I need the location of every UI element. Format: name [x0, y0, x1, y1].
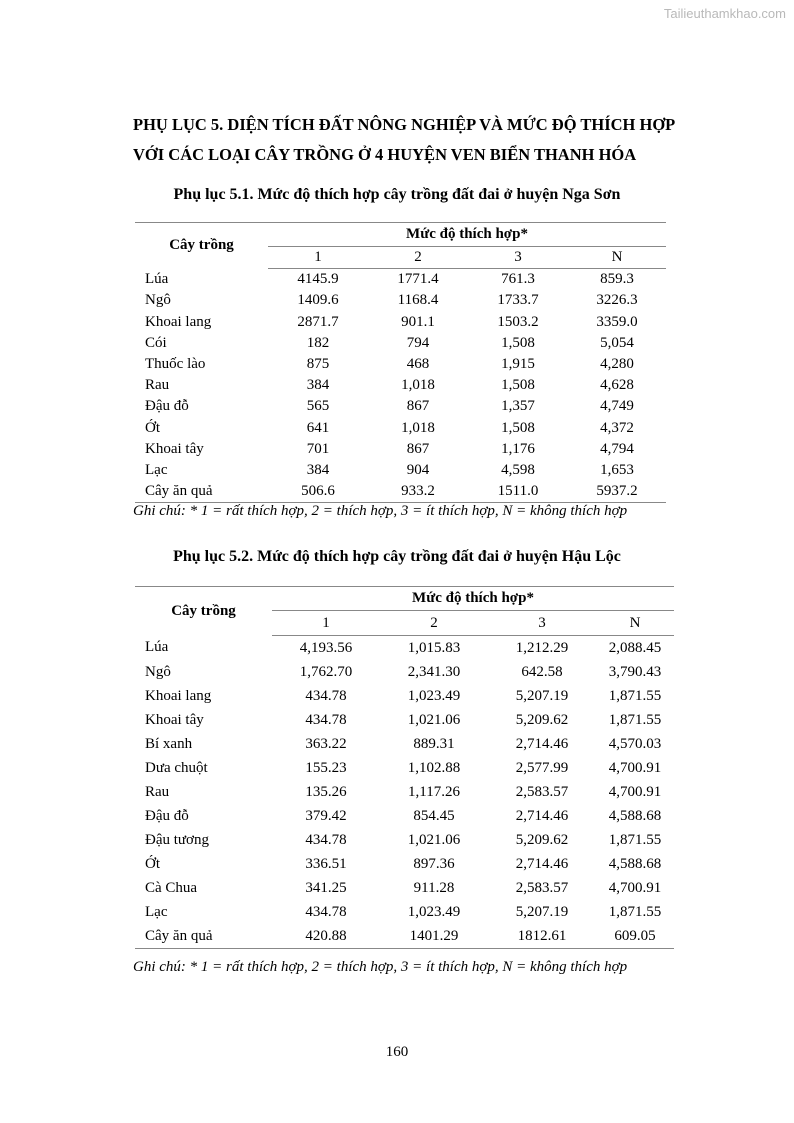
value-cell: 1,871.55 — [608, 903, 662, 920]
value-cell: 854.45 — [413, 807, 455, 824]
value-cell: 384 — [306, 377, 330, 394]
value-cell: 4,700.91 — [608, 879, 662, 896]
value-cell: 384 — [306, 461, 330, 478]
table2-note: Ghi chú: * 1 = rất thích hợp, 2 = thích hợp, 3 = ít thích hợp, N = không thích hợp — [133, 959, 628, 975]
table-row — [135, 396, 666, 417]
crop-name-cell: Khoai lang — [145, 687, 212, 704]
crop-name-cell: Khoai tây — [145, 711, 204, 728]
value-cell: 1771.4 — [397, 271, 439, 288]
crop-name-cell: Khoai lang — [145, 313, 212, 330]
value-cell: 1511.0 — [468, 481, 568, 503]
value-cell: 867 — [406, 398, 430, 415]
value-cell: 565 — [306, 398, 330, 415]
value-cell: 901.1 — [401, 313, 435, 330]
value-cell: 468 — [406, 356, 430, 373]
table-row — [135, 460, 666, 481]
value-cell: 4,588.68 — [608, 855, 662, 872]
table-row — [135, 756, 674, 780]
value-cell: 1,915 — [501, 356, 535, 373]
value-cell: 434.78 — [305, 903, 347, 920]
value-cell: 3226.3 — [596, 292, 638, 309]
value-cell: 4145.9 — [297, 271, 339, 288]
table1-crop-header: Cây trồng — [135, 223, 268, 269]
value-cell: 1,176 — [501, 440, 535, 457]
table1-col-header-3: 3 — [468, 247, 568, 269]
value-cell: 867 — [406, 440, 430, 457]
value-cell: 1812.61 — [488, 924, 596, 949]
table2-group-header: Mức độ thích hợp* — [272, 587, 674, 611]
crop-name-cell: Đậu tương — [145, 831, 209, 848]
value-cell: 1,508 — [501, 334, 535, 351]
table-row — [135, 684, 674, 708]
crop-name-cell: Dưa chuột — [145, 759, 208, 776]
table-row — [135, 333, 666, 354]
value-cell: 434.78 — [305, 831, 347, 848]
value-cell: 2,341.30 — [407, 663, 461, 680]
value-cell: 1,212.29 — [515, 639, 569, 656]
value-cell: 1,357 — [501, 398, 535, 415]
heading-line-1: PHỤ LỤC 5. DIỆN TÍCH ĐẤT NÔNG NGHIỆP VÀ MỨC ĐỘ THÍCH HỢP — [133, 115, 676, 134]
value-cell: 5,207.19 — [515, 903, 569, 920]
table2-col-header-1: 1 — [272, 611, 380, 636]
table-row — [135, 732, 674, 756]
table-row — [135, 439, 666, 460]
value-cell: 1,508 — [501, 419, 535, 436]
table-row — [135, 780, 674, 804]
value-cell: 4,372 — [600, 419, 634, 436]
heading-line-2: VỚI CÁC LOẠI CÂY TRỒNG Ở 4 HUYỆN VEN BIỂN THANH HÓA — [133, 145, 637, 164]
crop-name-cell: Cây ăn quả — [135, 924, 272, 949]
value-cell: 341.25 — [305, 879, 347, 896]
table2-col-header-3: 3 — [488, 611, 596, 636]
crop-name-cell: Cói — [145, 334, 167, 351]
value-cell: 4,749 — [600, 398, 634, 415]
table1-note: Ghi chú: * 1 = rất thích hợp, 2 = thích hợp, 3 = ít thích hợp, N = không thích hợp — [133, 503, 628, 519]
value-cell: 2,088.45 — [608, 639, 662, 656]
table-row — [135, 900, 674, 924]
watermark: Tailieuthamkhao.com — [663, 6, 786, 21]
value-cell: 2,714.46 — [515, 807, 569, 824]
value-cell: 794 — [406, 334, 430, 351]
value-cell: 434.78 — [305, 711, 347, 728]
table1-group-header: Mức độ thích hợp* — [268, 223, 666, 247]
value-cell: 641 — [306, 419, 330, 436]
value-cell: 4,598 — [501, 461, 535, 478]
value-cell: 5,209.62 — [515, 831, 569, 848]
table-row — [135, 852, 674, 876]
value-cell: 875 — [306, 356, 330, 373]
value-cell: 1,021.06 — [407, 831, 461, 848]
table-row — [135, 354, 666, 375]
table1-col-header-2: 2 — [368, 247, 468, 269]
value-cell: 4,700.91 — [608, 783, 662, 800]
value-cell: 642.58 — [521, 663, 563, 680]
table2-body — [135, 636, 674, 949]
value-cell: 2,714.46 — [515, 855, 569, 872]
table-row — [135, 418, 666, 439]
value-cell: 336.51 — [305, 855, 347, 872]
value-cell: 701 — [306, 440, 330, 457]
crop-name-cell: Cây ăn quả — [135, 481, 268, 503]
table-row — [135, 269, 666, 291]
value-cell: 155.23 — [305, 759, 347, 776]
table-row — [135, 636, 674, 661]
value-cell: 609.05 — [596, 924, 674, 949]
value-cell: 1,018 — [401, 419, 435, 436]
value-cell: 1,117.26 — [408, 783, 460, 800]
table-row — [135, 660, 674, 684]
value-cell: 182 — [306, 334, 330, 351]
table-row — [135, 924, 674, 949]
crop-name-cell: Cà Chua — [145, 879, 198, 896]
crop-name-cell: Ngô — [145, 292, 171, 309]
value-cell: 434.78 — [305, 687, 347, 704]
value-cell: 1,018 — [401, 377, 435, 394]
value-cell: 506.6 — [268, 481, 368, 503]
value-cell: 1,102.88 — [407, 759, 461, 776]
value-cell: 4,794 — [600, 440, 634, 457]
value-cell: 2,714.46 — [515, 735, 569, 752]
value-cell: 2,577.99 — [515, 759, 569, 776]
table-row — [135, 876, 674, 900]
table-row — [135, 312, 666, 333]
table2-crop-header: Cây trồng — [135, 587, 272, 636]
value-cell: 5,209.62 — [515, 711, 569, 728]
value-cell: 5,054 — [600, 334, 634, 351]
value-cell: 1,015.83 — [407, 639, 461, 656]
table-row — [135, 708, 674, 732]
table1-body — [135, 269, 666, 503]
value-cell: 363.22 — [305, 735, 347, 752]
table-row — [135, 375, 666, 396]
value-cell: 4,700.91 — [608, 759, 662, 776]
value-cell: 5,207.19 — [515, 687, 569, 704]
value-cell: 3,790.43 — [608, 663, 662, 680]
value-cell: 4,588.68 — [608, 807, 662, 824]
value-cell: 859.3 — [600, 271, 634, 288]
crop-name-cell: Rau — [145, 377, 170, 394]
value-cell: 1401.29 — [380, 924, 488, 949]
crop-name-cell: Ớt — [145, 419, 160, 436]
value-cell: 897.36 — [413, 855, 455, 872]
value-cell: 1,871.55 — [608, 831, 662, 848]
value-cell: 1,023.49 — [407, 903, 461, 920]
value-cell: 4,193.56 — [299, 639, 353, 656]
value-cell: 761.3 — [501, 271, 535, 288]
crop-name-cell: Ớt — [145, 855, 160, 872]
table2 — [135, 586, 674, 949]
crop-name-cell: Đậu đỗ — [145, 807, 189, 824]
appendix-heading — [133, 110, 713, 170]
table1 — [135, 222, 666, 503]
table1-col-header-1: 1 — [268, 247, 368, 269]
value-cell: 904 — [406, 461, 430, 478]
value-cell: 2,583.57 — [515, 879, 569, 896]
value-cell: 4,280 — [600, 356, 634, 373]
value-cell: 1,762.70 — [299, 663, 353, 680]
table1-col-header-n: N — [568, 247, 666, 269]
table-row — [135, 290, 666, 311]
crop-name-cell: Rau — [145, 783, 170, 800]
value-cell: 1,871.55 — [608, 711, 662, 728]
value-cell: 379.42 — [305, 807, 347, 824]
value-cell: 5937.2 — [568, 481, 666, 503]
value-cell: 1,021.06 — [407, 711, 461, 728]
crop-name-cell: Lúa — [145, 639, 169, 656]
crop-name-cell: Lúa — [145, 271, 169, 288]
table2-col-header-n: N — [596, 611, 674, 636]
value-cell: 2,583.57 — [515, 783, 569, 800]
value-cell: 1409.6 — [297, 292, 339, 309]
value-cell: 911.28 — [413, 879, 455, 896]
table-row — [135, 481, 666, 503]
crop-name-cell: Thuốc lào — [145, 356, 206, 373]
crop-name-cell: Lạc — [145, 461, 168, 478]
value-cell: 1733.7 — [497, 292, 539, 309]
value-cell: 1,023.49 — [407, 687, 461, 704]
value-cell: 1,653 — [600, 461, 634, 478]
value-cell: 135.26 — [305, 783, 347, 800]
value-cell: 889.31 — [413, 735, 455, 752]
value-cell: 3359.0 — [596, 313, 638, 330]
crop-name-cell: Khoai tây — [145, 440, 204, 457]
value-cell: 1,508 — [501, 377, 535, 394]
table-row — [135, 804, 674, 828]
table2-caption: Phụ lục 5.2. Mức độ thích hợp cây trồng đất đai ở huyện Hậu Lộc — [173, 548, 621, 565]
crop-name-cell: Bí xanh — [145, 735, 193, 752]
table-row — [135, 828, 674, 852]
table2-col-header-2: 2 — [380, 611, 488, 636]
crop-name-cell: Lạc — [145, 903, 168, 920]
value-cell: 1503.2 — [497, 313, 539, 330]
page-number: 160 — [385, 1044, 409, 1060]
value-cell: 4,628 — [600, 377, 634, 394]
value-cell: 1168.4 — [397, 292, 439, 309]
table1-caption: Phụ lục 5.1. Mức độ thích hợp cây trồng đất đai ở huyện Nga Sơn — [173, 186, 621, 203]
value-cell: 1,871.55 — [608, 687, 662, 704]
crop-name-cell: Ngô — [145, 663, 171, 680]
value-cell: 4,570.03 — [608, 735, 662, 752]
value-cell: 2871.7 — [297, 313, 339, 330]
value-cell: 420.88 — [272, 924, 380, 949]
crop-name-cell: Đậu đỗ — [145, 398, 189, 415]
value-cell: 933.2 — [368, 481, 468, 503]
